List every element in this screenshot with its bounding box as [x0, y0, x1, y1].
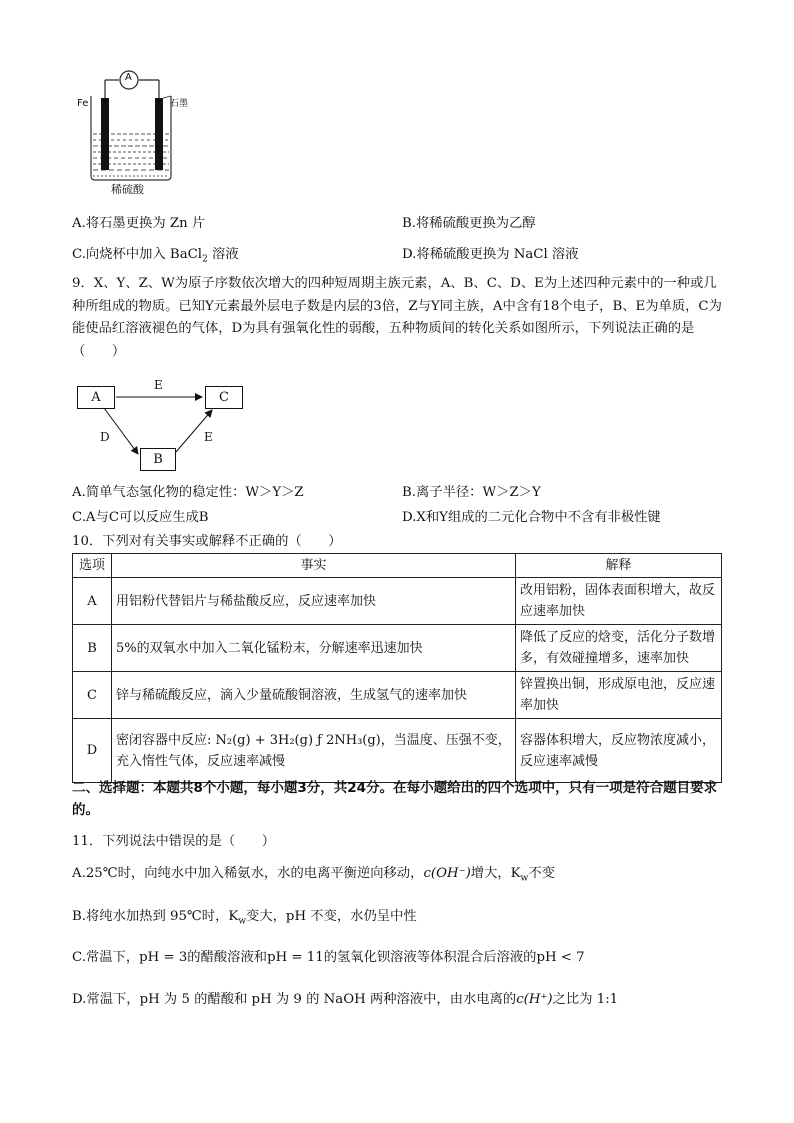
- q11-b-prefix: B.将纯水加热到 95℃时，K: [72, 909, 239, 924]
- q9-option-b: B.离子半径：W＞Z＞Y: [402, 485, 541, 500]
- q9-diagram: [72, 378, 252, 474]
- ammeter-label: A: [125, 72, 132, 83]
- row-fact-prefix: 密闭容器中反应:: [116, 732, 216, 748]
- table-row: [73, 719, 722, 783]
- q11-c-mid: 的醋酸溶液和: [187, 950, 268, 965]
- row-explain: 降低了反应的焓变，活化分子数增多，有效碰撞增多，速率加快: [516, 625, 722, 672]
- q10-stem: 10．下列对有关事实或解释不正确的（ ）: [72, 534, 342, 549]
- row-key: A: [73, 578, 112, 625]
- header-explain: 解释: [516, 554, 722, 578]
- row-key: B: [73, 625, 112, 672]
- q11-d-prefix: D.常温下，pH 为 5 的醋酸和 pH 为 9 的 NaOH 两种溶液中，由水电离的: [72, 992, 517, 1007]
- row-fact-equation: N₂(g) + 3H₂(g) ƒ 2NH₃(g): [215, 732, 381, 748]
- row-explain: 容器体积增大，反应物浓度减小，反应速率减慢: [516, 719, 722, 783]
- q11-d-suffix: 之比为 1:1: [552, 992, 619, 1007]
- q8-option-a: A.将石墨更换为 Zn 片: [72, 216, 206, 231]
- header-option: 选项: [73, 554, 112, 578]
- graphite-electrode: [155, 98, 163, 170]
- q11-c-prefix: C.常温下，: [72, 950, 140, 965]
- q11-option-b: [72, 905, 417, 927]
- fe-electrode: [101, 98, 109, 170]
- q8-option-c-text: C.向烧杯中加入 BaCl: [72, 247, 203, 262]
- q11-option-a: [72, 862, 555, 884]
- q11-c-mid2: 的氢氧化钡溶液等体积混合后溶液的: [323, 950, 537, 965]
- q11-stem: 11．下列说法中错误的是（ ）: [72, 834, 276, 849]
- graphite-label: 石墨: [170, 99, 189, 109]
- q8-option-d: D.将稀硫酸更换为 NaCl 溶液: [402, 247, 579, 262]
- row-key: C: [73, 672, 112, 719]
- q8-option-c-suffix: 溶液: [207, 247, 239, 262]
- table-row: [73, 672, 722, 719]
- q11-c-ph2: pH = 11: [267, 950, 324, 965]
- table-row: [73, 625, 722, 672]
- q11-a-suffix: 不变: [528, 866, 555, 881]
- node-c: C: [205, 386, 243, 409]
- label-a-b: D: [100, 430, 110, 444]
- label-b-c: E: [204, 430, 213, 444]
- label-a-c: E: [154, 378, 163, 392]
- q10-table: [72, 553, 722, 783]
- row-fact: [112, 719, 516, 783]
- table-row: [73, 578, 722, 625]
- q8-cell-figure: [75, 68, 195, 198]
- row-fact: 锌与稀硫酸反应，滴入少量硫酸铜溶液，生成氢气的速率加快: [112, 672, 516, 719]
- q9-option-c: C.A与C可以反应生成B: [72, 510, 209, 525]
- node-b: B: [140, 448, 176, 471]
- q8-option-c-sub: 2: [202, 254, 208, 265]
- q11-option-d: [72, 988, 618, 1007]
- q11-a-expr: c(OH⁻): [423, 866, 471, 881]
- q8-option-c: [72, 243, 239, 265]
- q11-a-sub: w: [520, 873, 529, 884]
- q11-a-prefix: A.25℃时，向纯水中加入稀氨水，水的电离平衡逆向移动，: [72, 866, 424, 881]
- q11-b-sub: w: [238, 916, 247, 927]
- node-a: A: [77, 386, 115, 409]
- q11-d-expr: c(H⁺): [516, 992, 553, 1007]
- row-fact-suffix: ，当温度、压强不变，充入惰性气体，反应速率减慢: [116, 732, 511, 769]
- fe-label: Fe: [77, 98, 89, 109]
- section2-heading: 二、选择题：本题共8个小题，每小题3分，共24分。在每小题给出的四个选项中，只有一项是符合题目要求的。: [72, 780, 718, 818]
- q11-option-c: [72, 946, 585, 965]
- cell-diagram: [75, 68, 195, 198]
- header-fact: 事实: [112, 554, 516, 578]
- row-fact: 用铝粉代替铝片与稀盐酸反应，反应速率加快: [112, 578, 516, 625]
- solution-label: 稀硫酸: [111, 183, 144, 196]
- q9-stem: 9．X、Y、Z、W为原子序数依次增大的四种短周期主族元素，A、B、C、D、E为上述四种元素中的一种或几种所组成的物质。已知Y元素最外层电子数是内层的3倍，Z与Y同主族，A中含有18个电子，B、E为单质，C为能使品红溶液褪色的气体，D为具有强氧化性的弱酸，五种物质间的转化关系如图所示，下列说法正确的是（ ）: [72, 276, 722, 359]
- q11-b-suffix: 变大，pH 不变，水仍呈中性: [246, 909, 417, 924]
- q11-c-ph1: pH = 3: [139, 950, 188, 965]
- row-explain: 改用铝粉，固体表面积增大，故反应速率加快: [516, 578, 722, 625]
- row-fact: 5%的双氧水中加入二氧化锰粉末，分解速率迅速加快: [112, 625, 516, 672]
- row-explain: 锌置换出铜，形成原电池，反应速率加快: [516, 672, 722, 719]
- q9-option-a: A.简单气态氢化物的稳定性：W＞Y＞Z: [72, 485, 304, 500]
- q11-c-ph3: pH < 7: [536, 950, 585, 965]
- q9-option-d: D.X和Y组成的二元化合物中不含有非极性键: [402, 510, 661, 525]
- table-header-row: [73, 554, 722, 578]
- q8-option-b: B.将稀硫酸更换为乙醇: [402, 216, 536, 231]
- q11-a-mid: 增大，K: [470, 866, 521, 881]
- row-key: D: [73, 719, 112, 783]
